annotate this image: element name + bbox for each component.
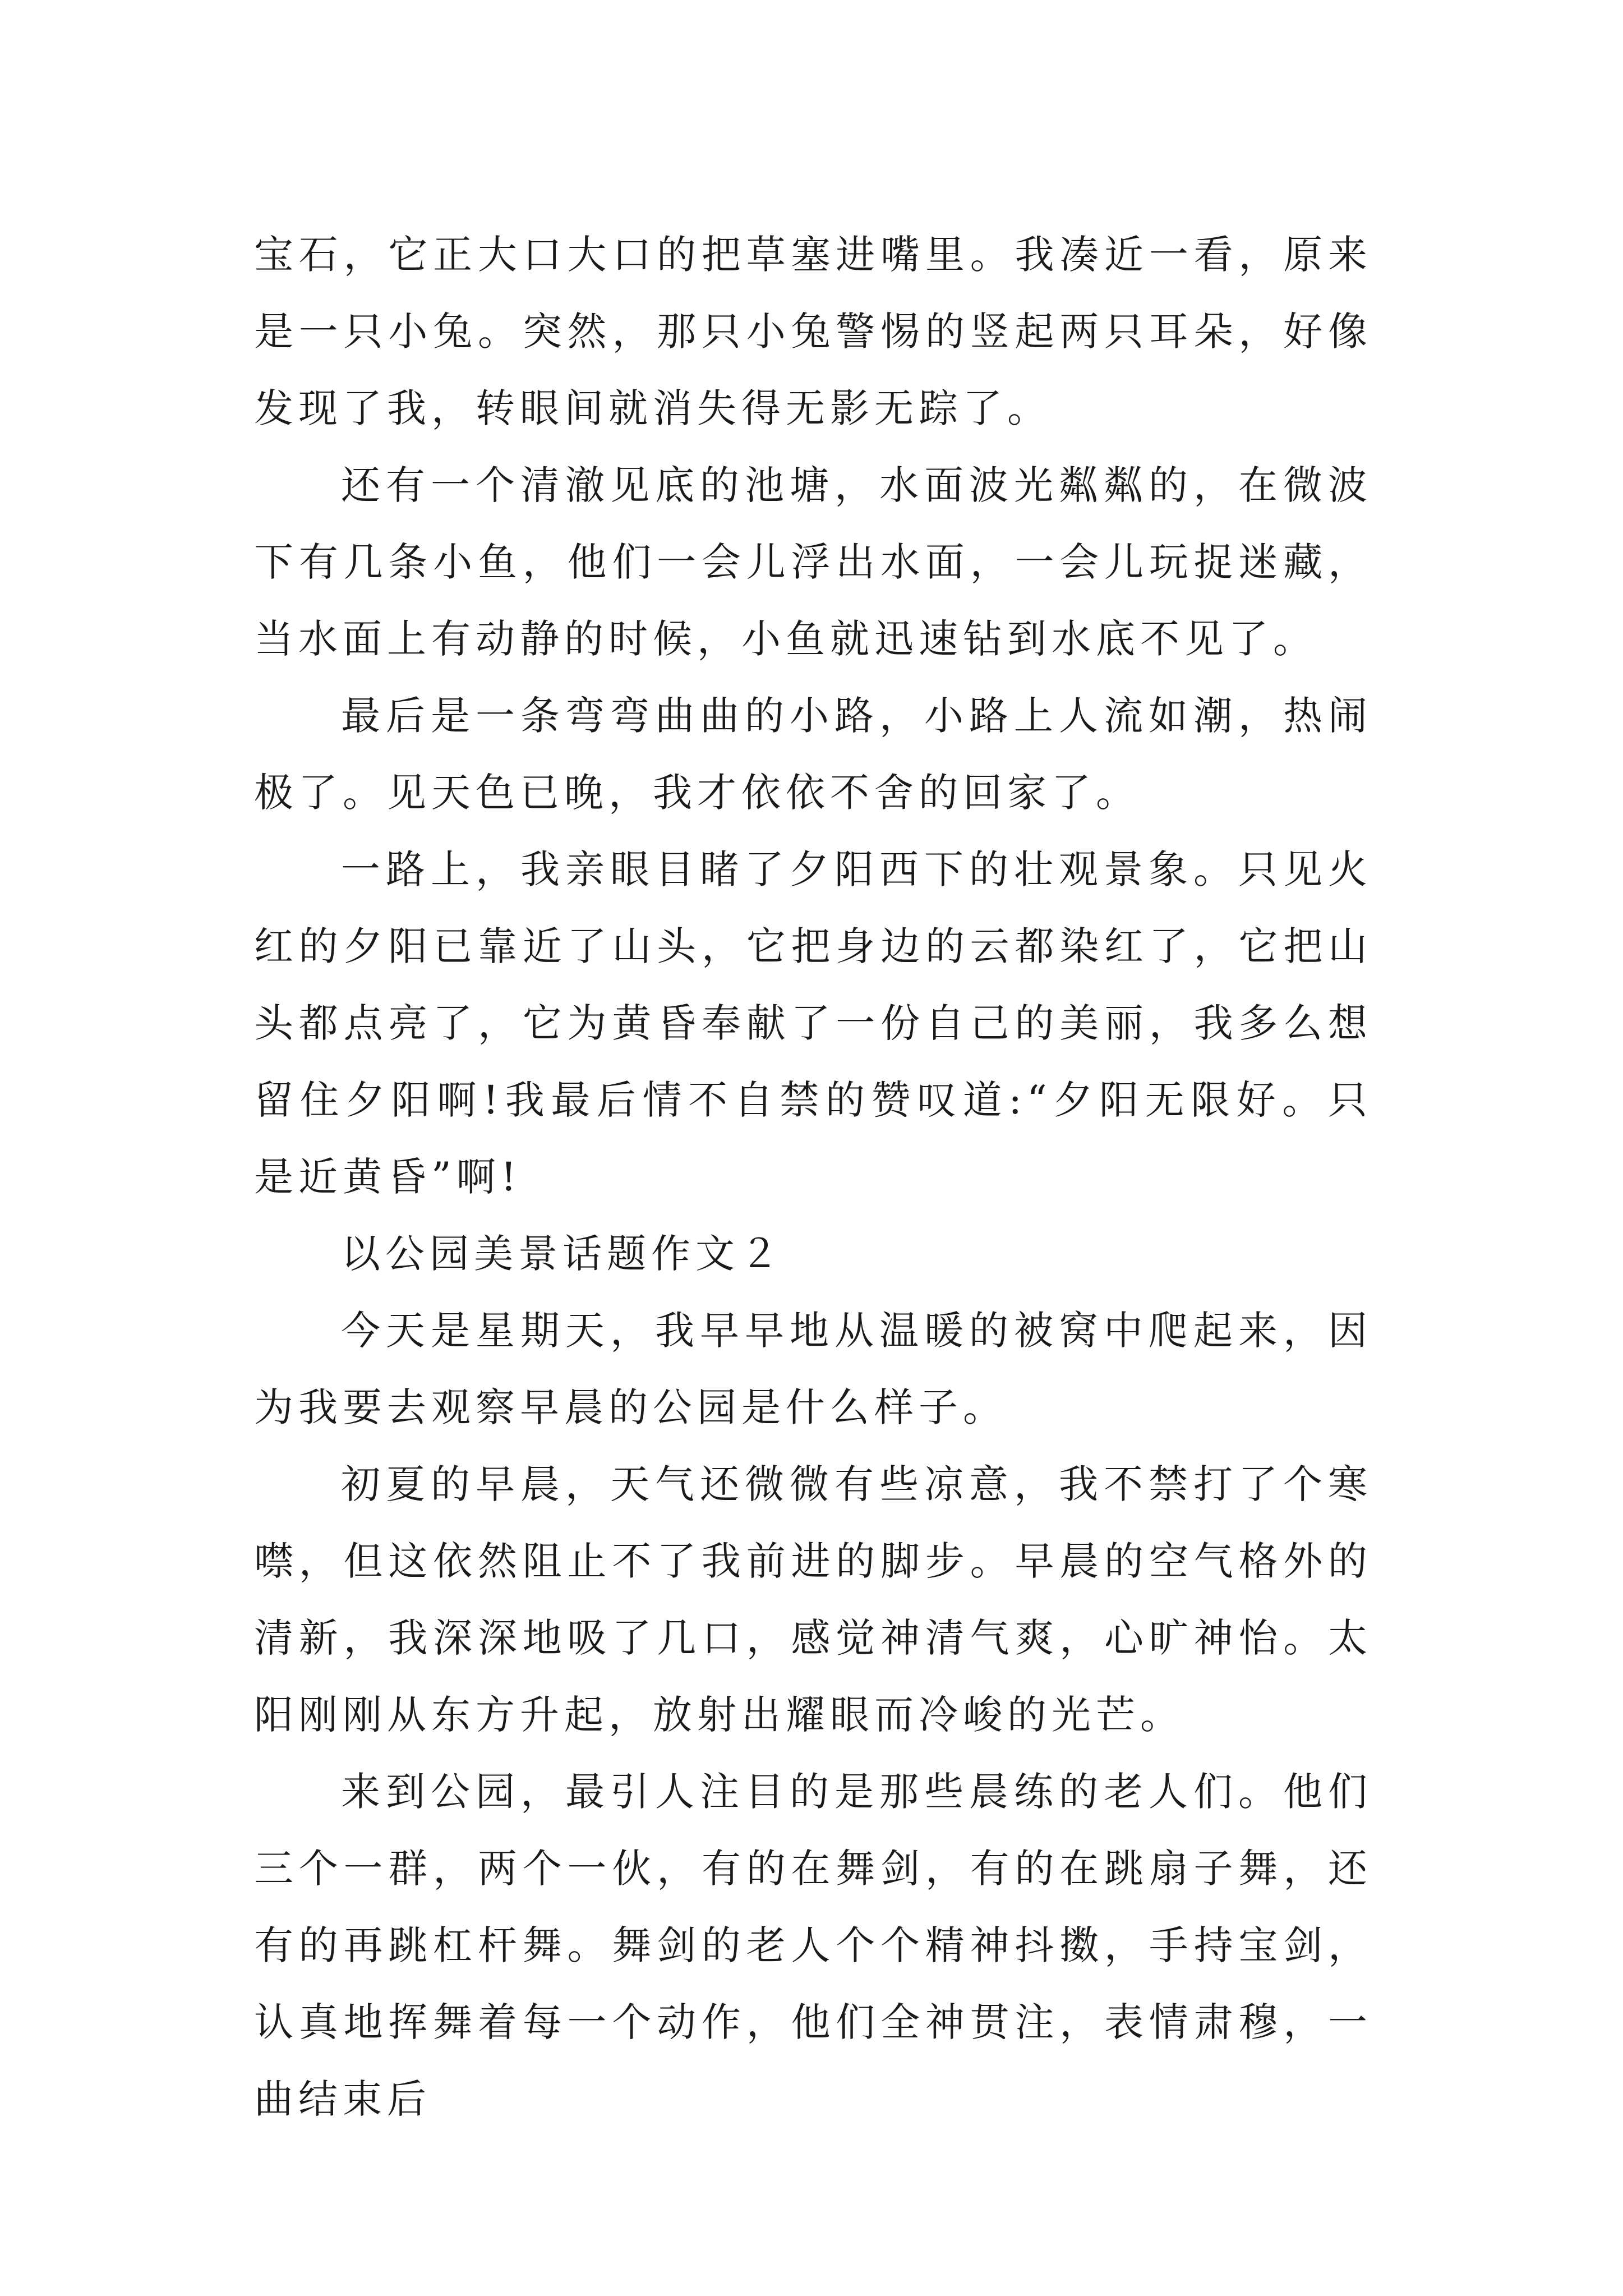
document-body xyxy=(254,217,1372,2138)
paragraph: 今天是星期天，我早早地从温暖的被窝中爬起来，因为我要去观察早晨的公园是什么样子。 xyxy=(254,1308,1372,1430)
paragraph: 最后是一条弯弯曲曲的小路，小路上人流如潮，热闹极了。见天色已晚，我才依依不舍的回家了。 xyxy=(254,693,1372,816)
paragraph: 一路上，我亲眼目睹了夕阳西下的壮观景象。只见火红的夕阳已靠近了山头，它把身边的云都染红了，它把山头都点亮了，它为黄昏奉献了一份自己的美丽，我多么想留住夕阳啊!我最后情不自禁的赞叹道:“夕阳无限好。只是近黄昏”啊! xyxy=(254,846,1372,1200)
paragraph: 初夏的早晨，天气还微微有些凉意，我不禁打了个寒噤，但这依然阻止不了我前进的脚步。早晨的空气格外的清新，我深深地吸了几口，感觉神清气爽，心旷神怡。太阳刚刚从东方升起，放射出耀眼而冷峻的光芒。 xyxy=(254,1461,1372,1738)
paragraph: 来到公园，最引人注目的是那些晨练的老人们。他们三个一群，两个一伙，有的在舞剑，有的在跳扇子舞，还有的再跳杠杆舞。舞剑的老人个个精神抖擞，手持宝剑，认真地挥舞着每一个动作，他们全神贯注，表情肃穆，一曲结束后 xyxy=(254,1769,1372,2122)
section-heading: 以公园美景话题作文２ xyxy=(341,1231,784,1277)
paragraph: 还有一个清澈见底的池塘，水面波光粼粼的，在微波下有几条小鱼，他们一会儿浮出水面，一会儿玩捉迷藏，当水面上有动静的时候，小鱼就迅速钻到水底不见了。 xyxy=(254,462,1372,662)
paragraph: 宝石，它正大口大口的把草塞进嘴里。我凑近一看，原来是一只小兔。突然，那只小兔警惕的竖起两只耳朵，好像发现了我，转眼间就消失得无影无踪了。 xyxy=(254,232,1372,431)
